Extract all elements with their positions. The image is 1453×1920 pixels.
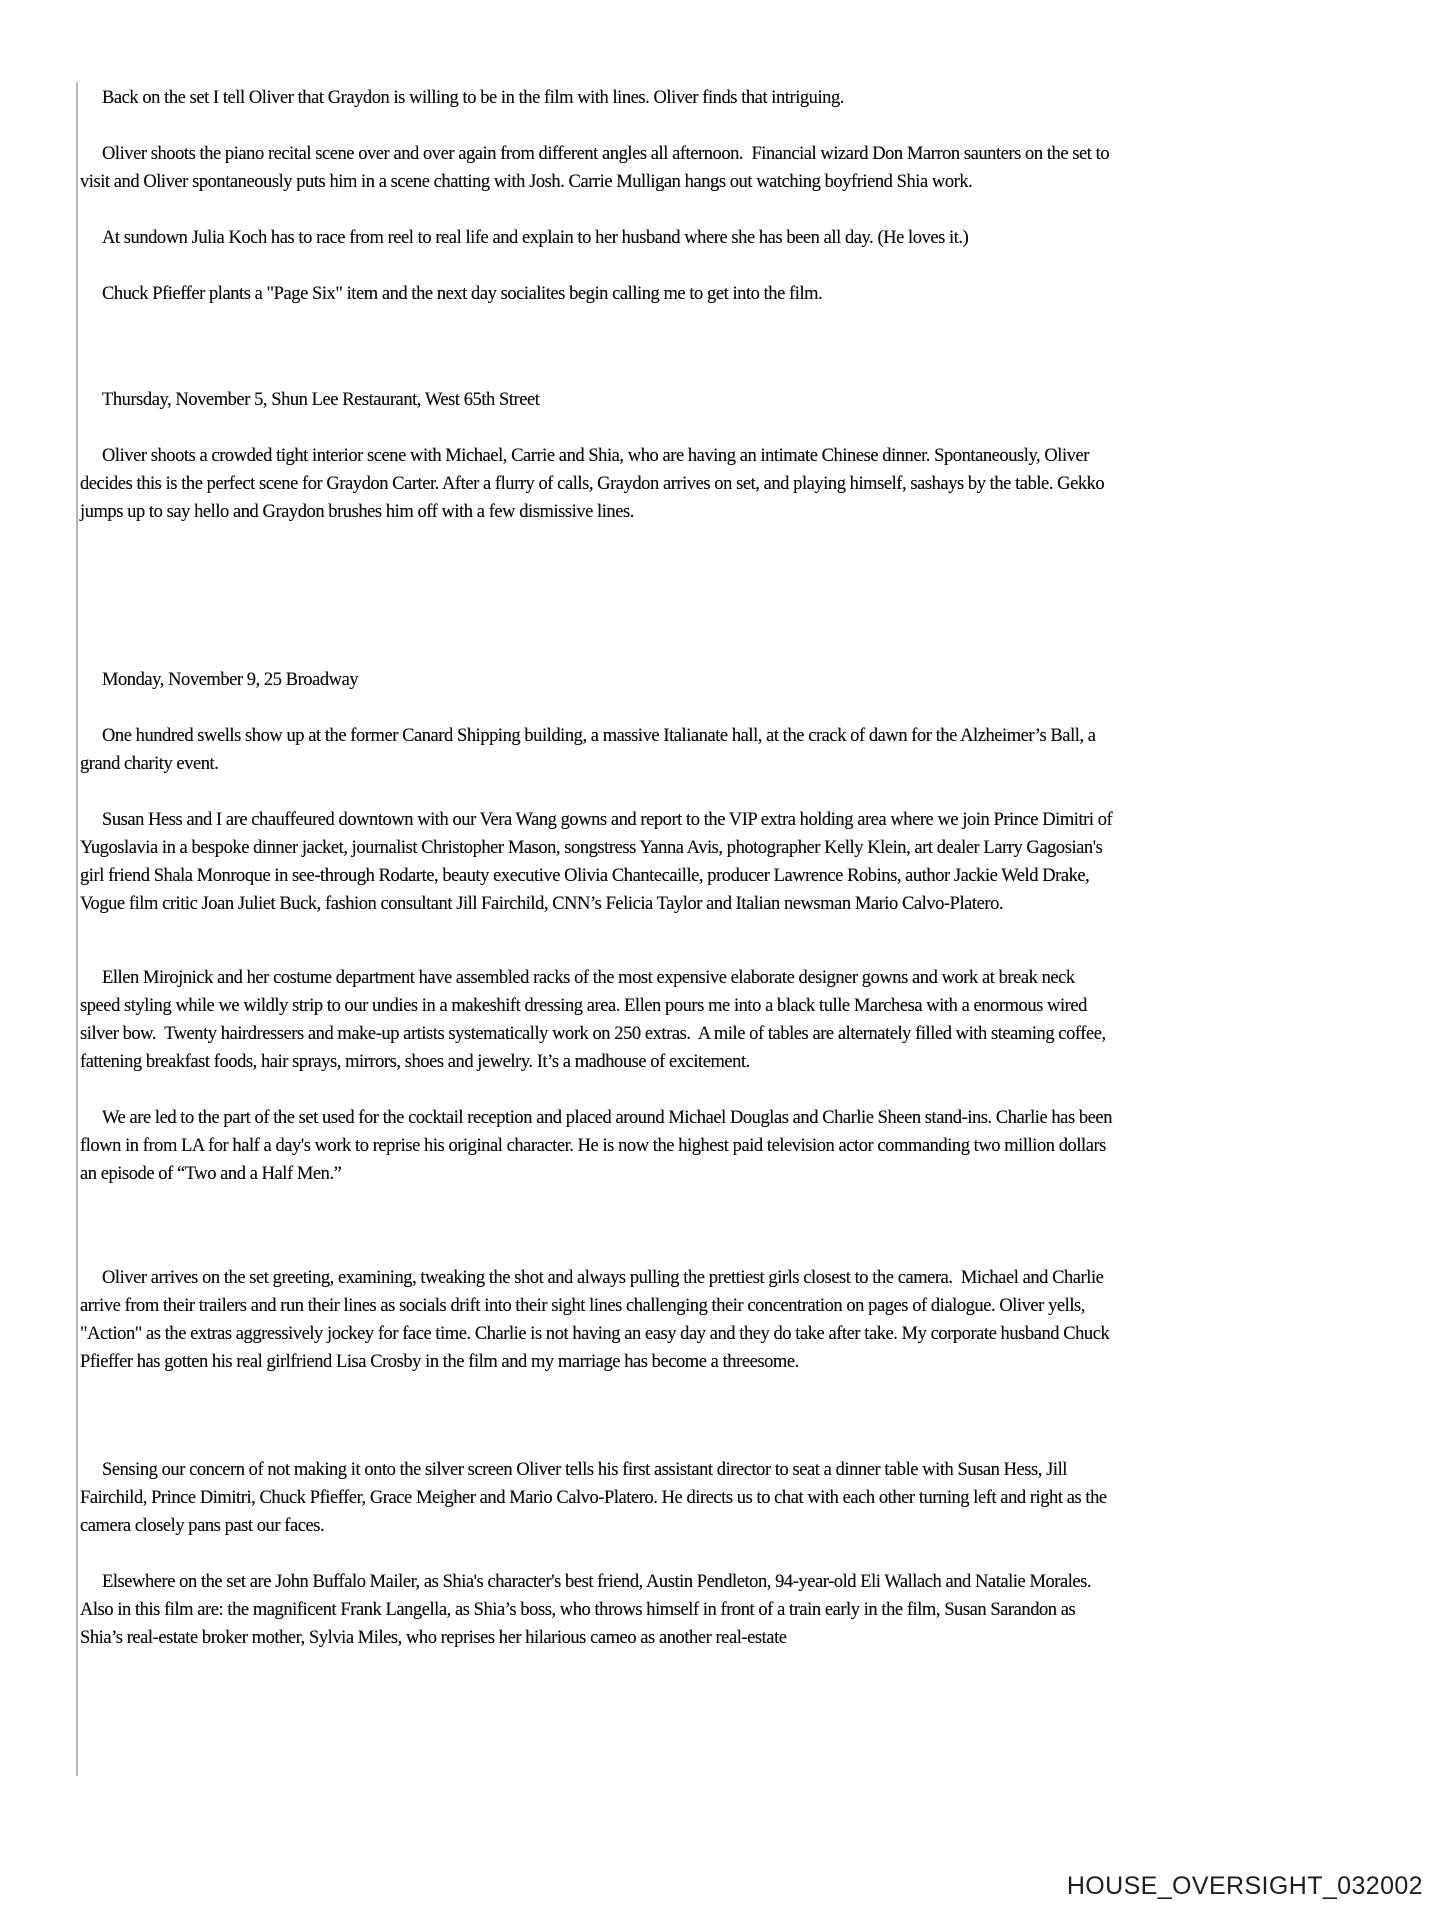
bates-number: HOUSE_OVERSIGHT_032002 [1066,1872,1423,1900]
left-margin-scan-line [76,82,78,1776]
paragraph-susan-hess-vip: Susan Hess and I are chauffeured downtown with our Vera Wang gowns and report to the VIP extra holding area where we join Prince Dimitri of Yugoslavia in a bespoke dinner jacket, journalist Christopher Mason, songstress Yanna Avis, photographer Kelly Klein, art dealer Larry Gagosian's girl friend Shala Monroque in see-through Rodarte, beauty executive Olivia Chantecaille, producer Lawrence Robins, author Jackie Weld Drake, Vogue film critic Joan Juliet Buck, fashion consultant Jill Fairchild, CNN’s Felicia Taylor and Italian newsman Mario Calvo-Platero. [80,810,1116,914]
date-heading-thursday-november-5: Thursday, November 5, Shun Lee Restaurant, West 65th Street [102,390,540,410]
paragraph-one-hundred-swells: One hundred swells show up at the former Canard Shipping building, a massive Italianate hall, at the crack of dawn for the Alzheimer’s Ball, a grand charity event. [80,726,1100,774]
paragraph-back-on-set: Back on the set I tell Oliver that Graydon is willing to be in the film with lines. Oliver finds that intriguing. [102,88,844,108]
paragraph-ellen-mirojnick: Ellen Mirojnick and her costume department have assembled racks of the most expensive elaborate designer gowns and work at break neck speed styling while we wildly strip to our undies in a makeshift dressing area. Ellen pours me into a black tulle Marchesa with a enormous wired silver bow. Twenty hairdressers and make-up artists systematically work on 250 extras. A mile of tables are alternately filled with steaming coffee, fattening breakfast foods, hair sprays, mirrors, shoes and jewelry. It’s a madhouse of excitement. [80,968,1110,1072]
paragraph-oliver-arrives: Oliver arrives on the set greeting, examining, tweaking the shot and always pulling the prettiest girls closest to the camera. Michael and Charlie arrive from their trailers and run their lines as socials drift into their sight lines challenging their concentration on pages of dialogue. Oliver yells, "Action" as the extras aggressively jockey for face time. Charlie is not having an easy day and they do take after take. My corporate husband Chuck Pfieffer has gotten his real girlfriend Lisa Crosby in the film and my marriage has become a threesome. [80,1268,1114,1372]
paragraph-piano-recital: Oliver shoots the piano recital scene over and over again from different angles all afternoon. Financial wizard Don Marron saunters on the set to visit and Oliver spontaneously puts him in a scene chatting with Josh. Carrie Mulligan hangs out watching boyfriend Shia work. [80,144,1114,192]
paragraph-at-sundown: At sundown Julia Koch has to race from reel to real life and explain to her husband where she has been all day. (He loves it.) [102,228,969,248]
paragraph-elsewhere-on-set: Elsewhere on the set are John Buffalo Mailer, as Shia's character's best friend, Austin Pendleton, 94-year-old Eli Wallach and Natalie Morales. Also in this film are: the magnificent Frank Langella, as Shia’s boss, who throws himself in front of a train early in the film, Susan Sarandon as Shia’s real-estate broker mother, Sylvia Miles, who reprises her hilarious cameo as another real-estate [80,1572,1095,1648]
date-heading-monday-november-9: Monday, November 9, 25 Broadway [102,670,359,690]
document-body [80,84,1118,1680]
paragraph-cocktail-reception: We are led to the part of the set used for the cocktail reception and placed around Michael Douglas and Charlie Sheen stand-ins. Charlie has been flown in from LA for half a day's work to reprise his original character. He is now the highest paid television actor commanding two million dollars an episode of “Two and a Half Men.” [80,1108,1117,1184]
paragraph-sensing-our-concern: Sensing our concern of not making it onto the silver screen Oliver tells his first assistant director to seat a dinner table with Susan Hess, Jill Fairchild, Prince Dimitri, Chuck Pfieffer, Grace Meigher and Mario Calvo-Platero. He directs us to chat with each other turning left and right as the camera closely pans past our faces. [80,1460,1111,1536]
paragraph-shun-lee-dinner: Oliver shoots a crowded tight interior scene with Michael, Carrie and Shia, who are having an intimate Chinese dinner. Spontaneously, Oliver decides this is the perfect scene for Graydon Carter. After a flurry of calls, Graydon arrives on set, and playing himself, sashays by the table. Gekko jumps up to say hello and Graydon brushes him off with a few dismissive lines. [80,446,1109,522]
paragraph-page-six: Chuck Pfieffer plants a "Page Six" item and the next day socialites begin calling me to get into the film. [102,284,823,304]
